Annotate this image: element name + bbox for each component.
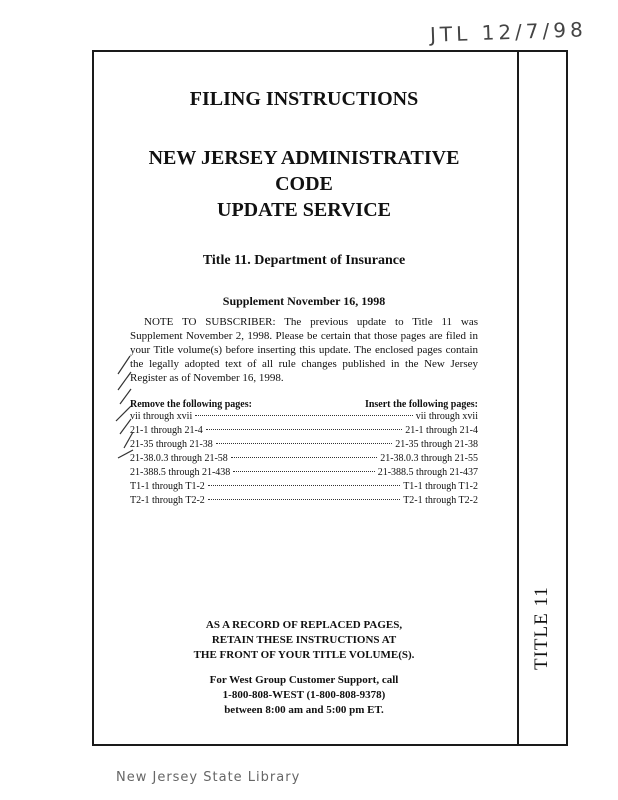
subscriber-note: NOTE TO SUBSCRIBER: The previous update to Title 11 was Supplement November 2, 1998. Please be certain that those pages are filed in your Title volume(s) before inserting this update. The enclosed pages contain the legally adopted text of all rule changes published in the New Jersey Register as of November 16, 1998. (130, 316, 478, 384)
dot-leader (208, 485, 400, 486)
record-line-3: THE FRONT OF YOUR TITLE VOLUME(S). (193, 649, 415, 661)
title-department: Title 11. Department of Insurance (202, 253, 406, 268)
page-row (130, 494, 478, 508)
supplement-date: Supplement November 16, 1998 (222, 294, 386, 308)
insert-range: T2-1 through T2-2 (403, 495, 478, 506)
handwritten-date-note: JTL 12/7/98 (429, 17, 588, 47)
insert-range: 21-1 through 21-4 (405, 425, 478, 436)
page-row (130, 424, 478, 438)
page-row (130, 466, 478, 480)
insert-range: 21-388.5 through 21-437 (377, 467, 478, 478)
remove-range: 21-38.0.3 through 21-58 (130, 453, 228, 464)
dot-leader (231, 457, 377, 458)
code-title-line-1: NEW JERSEY ADMINISTRATIVE CODE (148, 147, 460, 195)
insert-range: 21-38.0.3 through 21-55 (380, 453, 478, 464)
page-title: FILING INSTRUCTIONS (189, 88, 419, 110)
page-row (130, 410, 478, 424)
record-line-2: RETAIN THESE INSTRUCTIONS AT (211, 634, 397, 646)
record-line-1: AS A RECORD OF REPLACED PAGES, (205, 619, 403, 631)
page-row (130, 452, 478, 466)
pages-list (130, 410, 478, 508)
remove-range: 21-35 through 21-38 (130, 439, 213, 450)
dot-leader (195, 415, 413, 416)
remove-range: vii through xvii (130, 411, 193, 422)
support-line-2: 1-800-808-WEST (1-800-808-9378) (222, 689, 386, 701)
dot-leader (233, 471, 374, 472)
remove-range: 21-1 through 21-4 (130, 425, 203, 436)
page-row (130, 438, 478, 452)
insert-pages-header: Insert the following pages: (364, 399, 478, 410)
dot-leader (208, 499, 400, 500)
dot-leader (216, 443, 392, 444)
insert-range: vii through xvii (415, 411, 478, 422)
remove-range: T1-1 through T1-2 (130, 481, 205, 492)
page-row (130, 480, 478, 494)
remove-range: T2-1 through T2-2 (130, 495, 205, 506)
dot-leader (206, 429, 402, 430)
record-instruction (130, 618, 478, 663)
support-line-3: between 8:00 am and 5:00 pm ET. (224, 704, 384, 716)
remove-pages-header: Remove the following pages: (130, 399, 252, 410)
support-line-1: For West Group Customer Support, call (209, 674, 399, 686)
spine-title-label: TITLE 11 (531, 586, 552, 670)
insert-range: T1-1 through T1-2 (403, 481, 478, 492)
instruction-body (130, 88, 478, 508)
pages-header (130, 399, 478, 410)
code-title (130, 145, 478, 223)
code-title-line-2: UPDATE SERVICE (217, 199, 391, 221)
support-info (130, 673, 478, 718)
insert-range: 21-35 through 21-38 (395, 439, 478, 450)
remove-range: 21-388.5 through 21-438 (130, 467, 231, 478)
library-stamp: New Jersey State Library (116, 770, 301, 785)
